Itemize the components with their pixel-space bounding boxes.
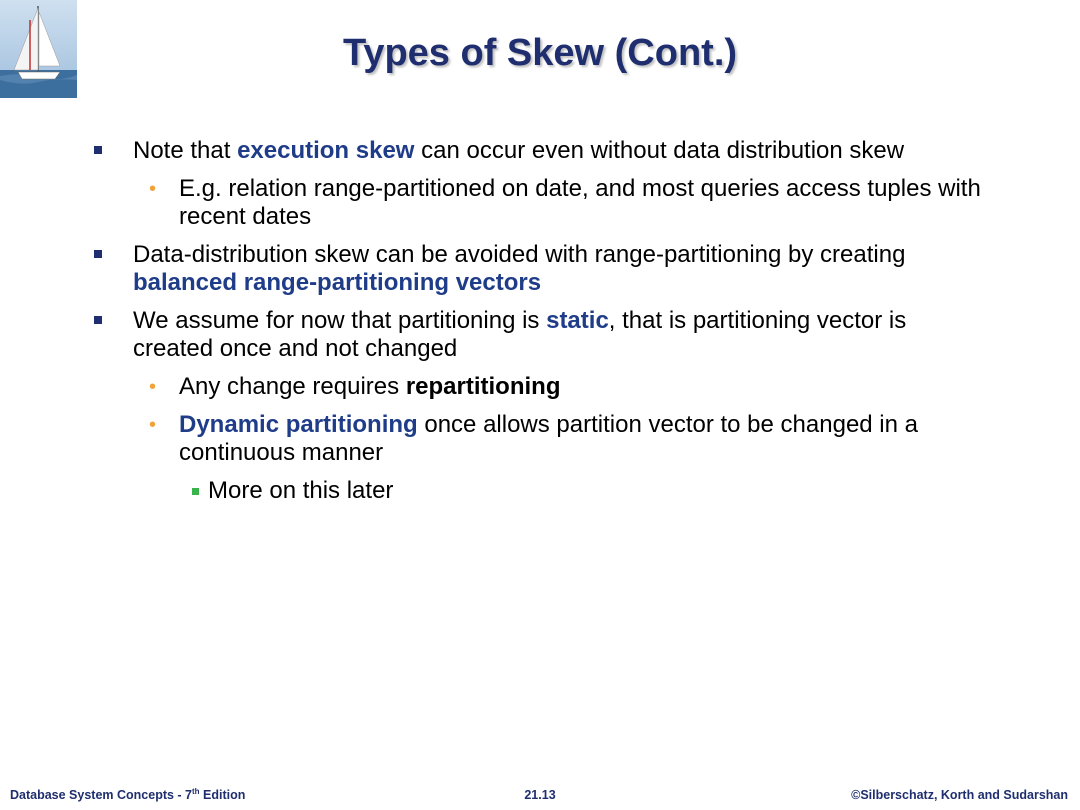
text-run: can occur even without data distribution skew (414, 137, 905, 164)
highlighted-term: execution skew (237, 137, 415, 164)
bullet-item-level2 (90, 373, 990, 401)
small-square-bullet-icon (192, 488, 199, 495)
text-run: More on this later (208, 477, 394, 504)
bullet-item-level1 (90, 307, 990, 363)
bullet-item-level2 (90, 411, 990, 467)
bullet-text (208, 477, 393, 504)
bullet-text (179, 175, 981, 230)
highlighted-term: balanced range-partitioning vectors (133, 269, 542, 296)
bullet-item-level2 (90, 175, 990, 231)
bold-term: repartitioning (405, 373, 561, 400)
highlighted-term: static (546, 307, 609, 334)
footer-book-title: Database System Concepts - 7th Edition (10, 786, 246, 802)
dot-bullet-icon: • (149, 414, 157, 436)
bullet-item-level3 (90, 477, 990, 505)
footer-slide-number: 21.13 (524, 788, 556, 802)
text-run: Any change requires (179, 373, 406, 400)
square-bullet-icon (94, 146, 102, 154)
text-run: E.g. relation range-partitioned on date, and most queries access tuples with recent dates (179, 175, 981, 230)
bullet-item-level1 (90, 137, 990, 165)
bullet-text (179, 373, 560, 400)
bullet-text (179, 411, 918, 466)
text-run: Data-distribution skew can be avoided with range-partitioning by creating (133, 241, 906, 268)
text-run: , that is partitioning vector is created once and not changed (133, 307, 907, 362)
dot-bullet-icon: • (149, 178, 157, 200)
bullet-text (133, 241, 905, 296)
bullet-list (90, 137, 990, 515)
dot-bullet-icon: • (149, 376, 157, 398)
bullet-item-level1 (90, 241, 990, 297)
slide-title: Types of Skew (Cont.) (342, 32, 738, 74)
text-run: We assume for now that partitioning is (133, 307, 547, 334)
bullet-text (133, 307, 906, 362)
bullet-text (133, 137, 904, 164)
square-bullet-icon (94, 250, 102, 258)
text-run: Note that (133, 137, 238, 164)
highlighted-term: Dynamic partitioning (179, 411, 418, 438)
square-bullet-icon (94, 316, 102, 324)
footer-copyright: ©Silberschatz, Korth and Sudarshan (851, 788, 1068, 802)
text-run: once allows partition vector to be changed in a continuous manner (179, 411, 918, 466)
